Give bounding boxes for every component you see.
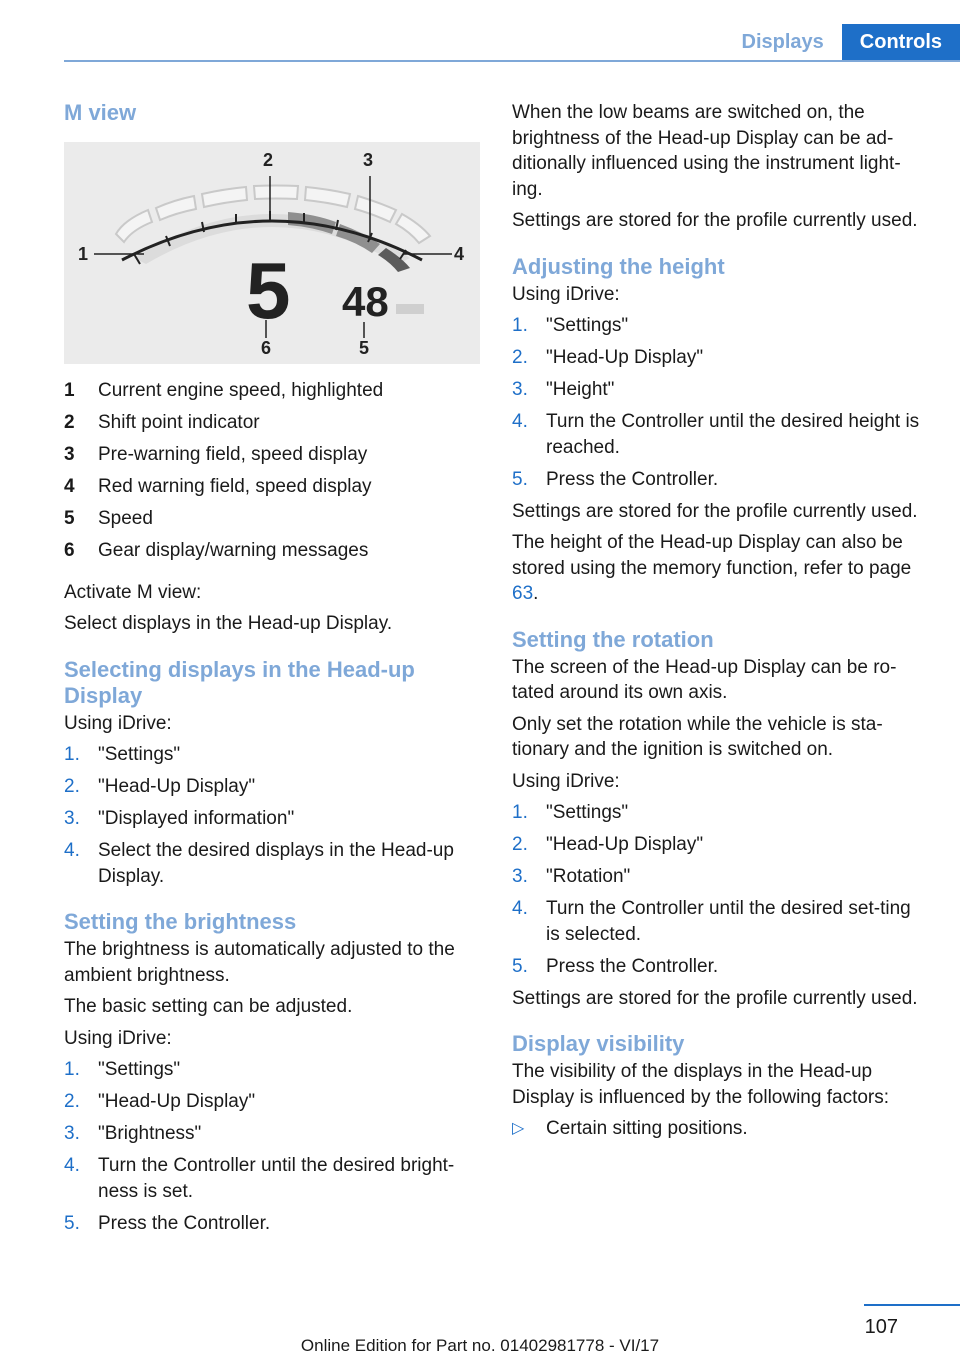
step-item: 1. "Settings" — [512, 802, 629, 823]
speed-display: 48 — [342, 278, 389, 325]
rpm-segment — [116, 210, 152, 242]
step-item: 4. Turn the Controller until the desired height is reached. — [512, 411, 920, 458]
page-link[interactable]: 63 — [512, 583, 534, 604]
left-column — [64, 100, 480, 1243]
settings-stored-text: Settings are stored for the profile currently used. — [512, 210, 918, 231]
using-idrive: Using iDrive: — [64, 1027, 172, 1049]
selecting-heading: Selecting displays in the Head-up Display — [64, 656, 415, 708]
brightness-p1: The brightness is automatically adjusted to the ambient brightness. — [64, 939, 455, 986]
bullet-item: ▷ Certain sitting positions. — [512, 1116, 928, 1142]
using-idrive: Using iDrive: — [512, 283, 620, 305]
settings-stored-text: Settings are stored for the profile currently used. — [512, 500, 918, 522]
height-section — [512, 254, 928, 607]
height-heading: Adjusting the height — [512, 253, 725, 279]
step-item: 1. "Settings" — [64, 744, 181, 765]
visibility-heading: Display visibility — [512, 1031, 685, 1056]
callout-label: 4 — [454, 244, 465, 264]
height-steps — [512, 313, 928, 492]
rpm-segment — [156, 196, 196, 220]
m-view-figure — [64, 142, 480, 364]
rotation-p2: Only set the rotation while the vehicle is sta‐tionary and the ignition is switched on. — [512, 713, 883, 760]
footer-rule — [864, 1304, 960, 1306]
step-item: 2. "Head-Up Display" — [64, 1091, 256, 1112]
legend-item: 6 Gear display/warning messages — [64, 540, 369, 561]
rotation-heading: Setting the rotation — [512, 626, 714, 652]
speed-unit-placeholder — [396, 304, 424, 314]
rpm-segment — [202, 187, 247, 207]
tab-displays[interactable]: Displays — [724, 24, 842, 61]
hud-illustration — [64, 142, 480, 364]
rotation-section — [512, 627, 928, 1012]
right-column — [512, 100, 928, 1148]
brightness-heading: Setting the brightness — [64, 909, 297, 934]
rotation-p1: The screen of the Head-up Display can be ro‐tated around its own axis. — [512, 656, 897, 703]
brightness-section — [64, 909, 480, 1236]
using-idrive: Using iDrive: — [512, 770, 620, 792]
step-item: 1. "Settings" — [64, 1059, 181, 1080]
rpm-segment — [396, 214, 430, 243]
callout-label: 1 — [78, 244, 89, 264]
selecting-section — [64, 657, 480, 890]
brightness-p2: The basic setting can be adjusted. — [64, 996, 353, 1017]
legend-item: 5 Speed — [64, 508, 153, 529]
step-item: 4. Turn the Controller until the desired bright‐ness is set. — [64, 1155, 455, 1202]
step-item: 2. "Head-Up Display" — [512, 834, 704, 855]
edition-text: Online Edition for Part no. 01402981778 - VI/17 — [300, 1336, 660, 1355]
settings-stored-text: Settings are stored for the profile currently used. — [512, 987, 918, 1009]
callout-label: 3 — [363, 150, 374, 170]
tab-controls[interactable]: Controls — [842, 24, 960, 61]
step-item: 4. Turn the Controller until the desired set‐ting is selected. — [512, 898, 911, 945]
step-item: 5. Press the Controller. — [512, 955, 719, 977]
header-rule — [64, 60, 960, 62]
step-item: 1. "Settings" — [512, 315, 629, 336]
legend-item: 4 Red warning field, speed display — [64, 476, 372, 497]
visibility-bullets — [512, 1116, 928, 1142]
legend-item: 2 Shift point indicator — [64, 412, 260, 433]
visibility-p1: The visibility of the displays in the Head-up Display is influenced by the following factors: — [512, 1061, 890, 1108]
legend-item: 1 Current engine speed, highlighted — [64, 380, 384, 401]
rpm-segment — [305, 187, 350, 207]
brightness-steps — [64, 1057, 480, 1236]
activate-instruction: Select displays in the Head-up Display. — [64, 613, 393, 634]
low-beams-text: When the low beams are switched on, the brightness of the Head-up Display can be ad‐ditionally influenced using the instrument light‐ing. — [512, 102, 901, 200]
callout-label: 6 — [261, 338, 272, 358]
memory-function-text: The height of the Head-up Display can also be stored using the memory function, refer to page 63. — [512, 532, 912, 604]
rotation-steps — [512, 800, 928, 979]
m-view-heading: M view — [64, 100, 137, 125]
activate-text: Activate M view: — [64, 581, 202, 603]
selecting-steps — [64, 742, 480, 889]
step-item: 5. Press the Controller. — [512, 468, 719, 490]
step-item: 3. "Displayed information" — [64, 808, 295, 829]
rpm-segment — [355, 196, 396, 222]
step-item: 2. "Head-Up Display" — [512, 347, 704, 368]
visibility-section — [512, 1031, 928, 1142]
triangle-bullet-icon: ▷ — [512, 1120, 525, 1137]
step-item: 3. "Brightness" — [64, 1123, 202, 1144]
step-item: 5. Press the Controller. — [64, 1212, 271, 1234]
step-item: 3. "Rotation" — [512, 866, 631, 887]
using-idrive: Using iDrive: — [64, 712, 172, 734]
step-item: 2. "Head-Up Display" — [64, 776, 256, 797]
step-item: 3. "Height" — [512, 379, 615, 400]
callout-label: 5 — [359, 338, 370, 358]
chapter-tabs — [724, 24, 960, 61]
gear-display: 5 — [246, 246, 291, 335]
figure-legend — [64, 378, 480, 564]
step-item: 4. Select the desired displays in the Head-up Display. — [64, 840, 454, 887]
page-number: 107 — [864, 1316, 898, 1338]
callout-label: 2 — [263, 150, 274, 170]
rpm-segment — [254, 186, 298, 200]
legend-item: 3 Pre-warning field, speed display — [64, 444, 368, 465]
